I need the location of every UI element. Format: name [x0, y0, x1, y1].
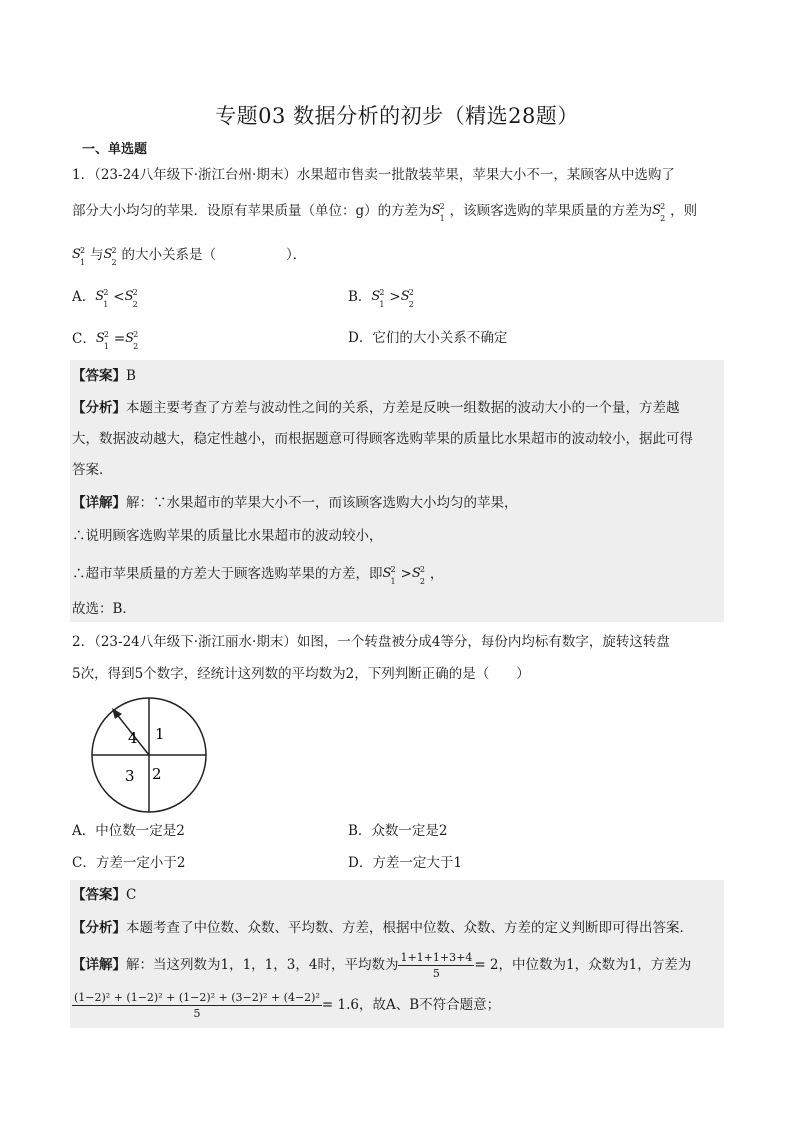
q2-line1: 2．（23-24八年级下·浙江丽水·期末）如图，一个转盘被分成4等分，每份内均标有数字，旋转这转盘: [72, 634, 670, 650]
q1-line2b: ，该顾客选购的苹果质量的方差为: [449, 203, 653, 219]
q1-line3a: 与: [90, 247, 104, 263]
spinner-pointer-head: [112, 708, 122, 719]
q2-answer: 【答案】C: [72, 887, 137, 903]
q2-option-d[interactable]: D．方差一定大于1: [348, 855, 462, 871]
q2-detail-1: 【详解】解：当这列数为1，1，1，3，4时，平均数为 $\frac{1+1+1+3+4}{5}$ = 2，中位数为1，众数为1，方差为: [72, 951, 692, 980]
s2-squared: S 2 2: [103, 246, 117, 267]
spinner-figure: [70, 694, 226, 816]
q2-option-b[interactable]: B．众数一定是2: [348, 823, 448, 839]
q1-analysis-2: 大，数据波动越大，稳定性越小，而根据题意可得顾客选购苹果的质量比水果超市的波动较小，据此可得: [72, 431, 693, 447]
spinner-label-4: 4: [128, 729, 138, 747]
q2-analysis: 【分析】本题考查了中位数、众数、平均数、方差，根据中位数、众数、方差的定义判断即可得出答案．: [72, 920, 693, 936]
s1-squared: S 2 1: [431, 202, 445, 223]
q1-detail-3: ∴超市苹果质量的方差大于顾客选购苹果的方差，即 S 2 1 > S 2 2 ，: [72, 565, 444, 586]
q1-answer: 【答案】B: [72, 368, 136, 384]
q1-line2c: ，则: [670, 203, 698, 219]
section-heading: 一、单选题: [82, 142, 148, 157]
q1-detail-2: ∴说明顾客选购苹果的质量比水果超市的波动较小，: [72, 528, 383, 544]
s2-squared: S 2 2: [652, 202, 666, 223]
mean-fraction: $\frac{1+1+1+3+4}{5}$: [400, 951, 473, 980]
q1-line2: [72, 200, 697, 221]
q1-line3c: ）．: [286, 247, 307, 263]
spinner-label-1: 1: [155, 725, 165, 743]
q1-detail-1: 【详解】解：∵水果超市的苹果大小不一，而该顾客选购大小均匀的苹果，: [72, 495, 518, 511]
q1-option-d[interactable]: D．它们的大小关系不确定: [348, 330, 508, 346]
q1-analysis-3: 答案．: [72, 462, 113, 478]
q2-option-a[interactable]: A．中位数一定是2: [72, 823, 185, 839]
q1-detail-4: 故选：B．: [72, 601, 136, 617]
q2-detail-2: $\frac{\text{(1−2)² + (1−2)² + (1−2)² + (3−2)² + (4−2)²}}{5}$ = 1.6，故A、B不符合题意；: [74, 991, 501, 1020]
q1-line3b: 的大小关系是（: [121, 247, 216, 263]
q1-line1: 1．（23-24八年级下·浙江台州·期末）水果超市售卖一批散装苹果，苹果大小不一，某顾客从中选购了: [72, 167, 675, 183]
q1-line2a: 部分大小均匀的苹果．设原有苹果质量（单位：g）的方差为: [72, 203, 432, 219]
q1-option-b[interactable]: B． S 2 1 > S 2 2: [348, 288, 414, 309]
q1-line3: [72, 244, 306, 265]
q1-option-a[interactable]: A． S 2 1 < S 2 2: [72, 288, 138, 309]
q2-option-c[interactable]: C．方差一定小于2: [72, 855, 186, 871]
spinner-label-3: 3: [125, 767, 135, 785]
s1-squared: S 2 1: [72, 246, 86, 267]
spinner-label-2: 2: [152, 765, 162, 783]
q2-line2: 5次，得到5个数字，经统计这列数的平均数为2，下列判断正确的是（ ）: [72, 666, 530, 682]
variance-fraction: $\frac{\text{(1−2)² + (1−2)² + (1−2)² + (3−2)² + (4−2)²}}{5}$: [74, 991, 320, 1020]
page-title: 专题03 数据分析的初步（精选28题）: [215, 104, 579, 128]
q1-option-c[interactable]: C． S 2 1 = S 2 2: [72, 330, 139, 351]
q1-analysis-1: 【分析】本题主要考查了方差与波动性之间的关系，方差是反映一组数据的波动大小的一个量，方差越: [72, 400, 680, 416]
